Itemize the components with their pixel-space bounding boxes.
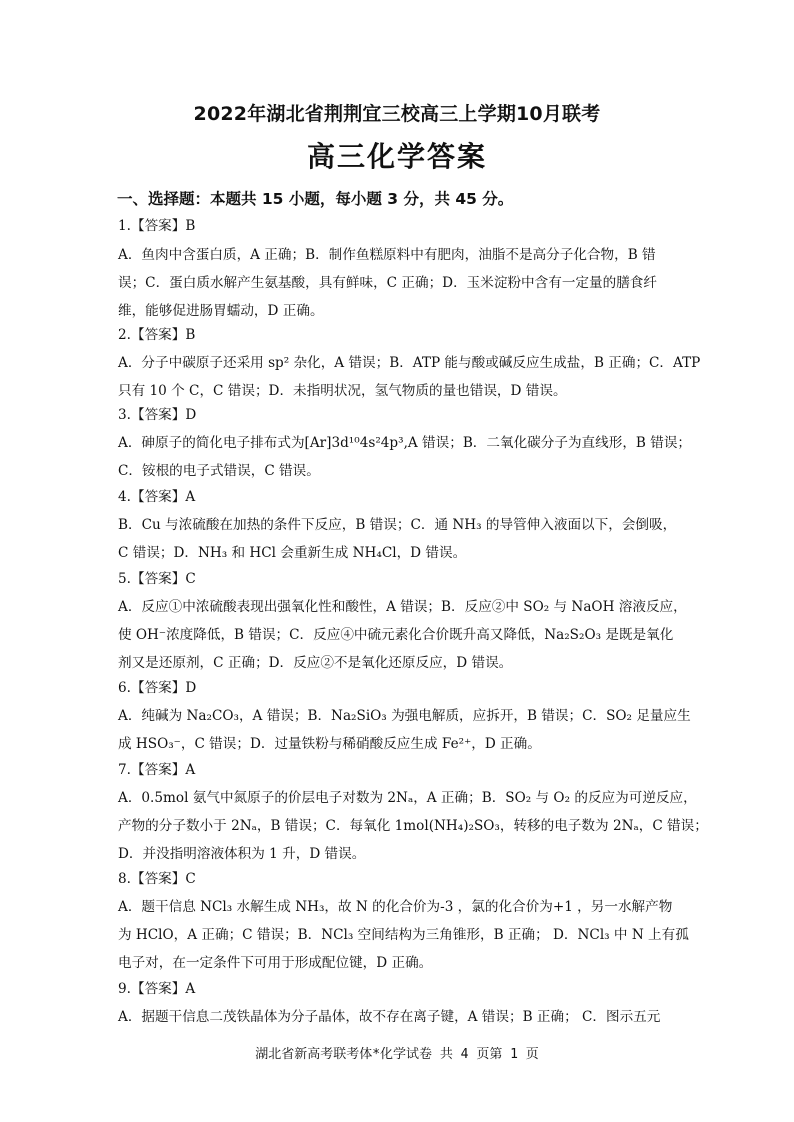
explanation-line: C 错误；D．NH₃ 和 HCl 会重新生成 NH₄Cl，D 错误。 [118,545,467,561]
explanation-line: 成 HSO₃⁻，C 错误；D．过量铁粉与稀硝酸反应生成 Fe²⁺，D 正确。 [118,736,541,752]
explanation-line: 剂又是还原剂，C 正确；D．反应②不是氧化还原反应，D 错误。 [118,655,513,671]
answer-label-9: 9.【答案】A [118,981,196,997]
explanation-line: C．铵根的电子式错误，C 错误。 [118,463,320,479]
explanation-line: A．据题干信息二茂铁晶体为分子晶体，故不存在离子键，A 错误；B 正确； C．图示五元 [118,1009,661,1025]
page-footer: 湖北省新高考联考体*化学试卷 共 4 页第 1 页 [255,1047,539,1062]
explanation-line: 只有 10 个 C，C 错误；D．未指明状况，氢气物质的量也错误，D 错误。 [118,383,567,399]
explanation-line: 误；C．蛋白质水解产生氨基酸，具有鲜味，C 正确；D．玉米淀粉中含有一定量的膳食纤 [118,275,657,291]
explanation-line: A．分子中碳原子还采用 sp² 杂化，A 错误；B．ATP 能与酸或碱反应生成盐，B 正确；C．ATP [118,355,701,371]
explanation-line: A．0.5mol 氨气中氮原子的价层电子对数为 2Nₐ，A 正确；B．SO₂ 与 O₂ 的反应为可逆反应， [118,790,697,806]
explanation-line: 维，能够促进肠胃蠕动，D 正确。 [118,303,324,319]
explanation-line: 电子对，在一定条件下可用于形成配位键，D 正确。 [118,955,433,971]
explanation-line: A．鱼肉中含蛋白质，A 正确；B．制作鱼糕原料中有肥肉，油脂不是高分子化合物，B 错 [118,247,656,263]
answer-label-2: 2.【答案】B [118,327,196,343]
answer-label-8: 8.【答案】C [118,871,196,887]
answer-label-6: 6.【答案】D [118,680,197,696]
explanation-line: 使 OH⁻浓度降低，B 错误；C．反应④中硫元素化合价既升高又降低，Na₂S₂O₃ 是既是氧化 [118,627,674,643]
explanation-line: A．砷原子的简化电子排布式为[Ar]3d¹⁰4s²4p³,A 错误；B．二氧化碳分子为直线形，B 错误； [118,435,692,451]
answer-label-3: 3.【答案】D [118,407,197,423]
answer-label-1: 1.【答案】B [118,218,196,234]
explanation-line: B．Cu 与浓硫酸在加热的条件下反应，B 错误；C．通 NH₃ 的导管伸入液面以下，会倒吸， [118,517,677,533]
document-title: 2022年湖北省荆荆宜三校高三上学期10月联考 [193,103,601,125]
explanation-line: 为 HClO，A 正确；C 错误；B．NCl₃ 空间结构为三角锥形，B 正确； D．NCl₃ 中 N 上有孤 [118,927,689,943]
document-subtitle: 高三化学答案 [306,140,487,173]
explanation-line: 产物的分子数小于 2Nₐ，B 错误；C．每氧化 1mol(NH₄)₂SO₃，转移的电子数为 2Nₐ，C 错误； [118,818,708,834]
explanation-line: D．并没指明溶液体积为 1 升，D 错误。 [118,846,366,862]
section-heading: 一、选择题：本题共 15 小题，每小题 3 分，共 45 分。 [117,190,514,208]
answer-label-4: 4.【答案】A [118,489,196,505]
answer-label-5: 5.【答案】C [118,571,196,587]
explanation-line: A．题干信息 NCl₃ 水解生成 NH₃，故 N 的化合价为-3 ，氯的化合价为+1 ，另一水解产物 [118,899,673,915]
explanation-line: A．反应①中浓硫酸表现出强氧化性和酸性，A 错误；B．反应②中 SO₂ 与 NaOH 溶液反应， [118,599,687,615]
explanation-line: A．纯碱为 Na₂CO₃，A 错误；B．Na₂SiO₃ 为强电解质，应拆开，B 错误；C．SO₂ 足量应生 [118,708,691,724]
answer-label-7: 7.【答案】A [118,762,196,778]
